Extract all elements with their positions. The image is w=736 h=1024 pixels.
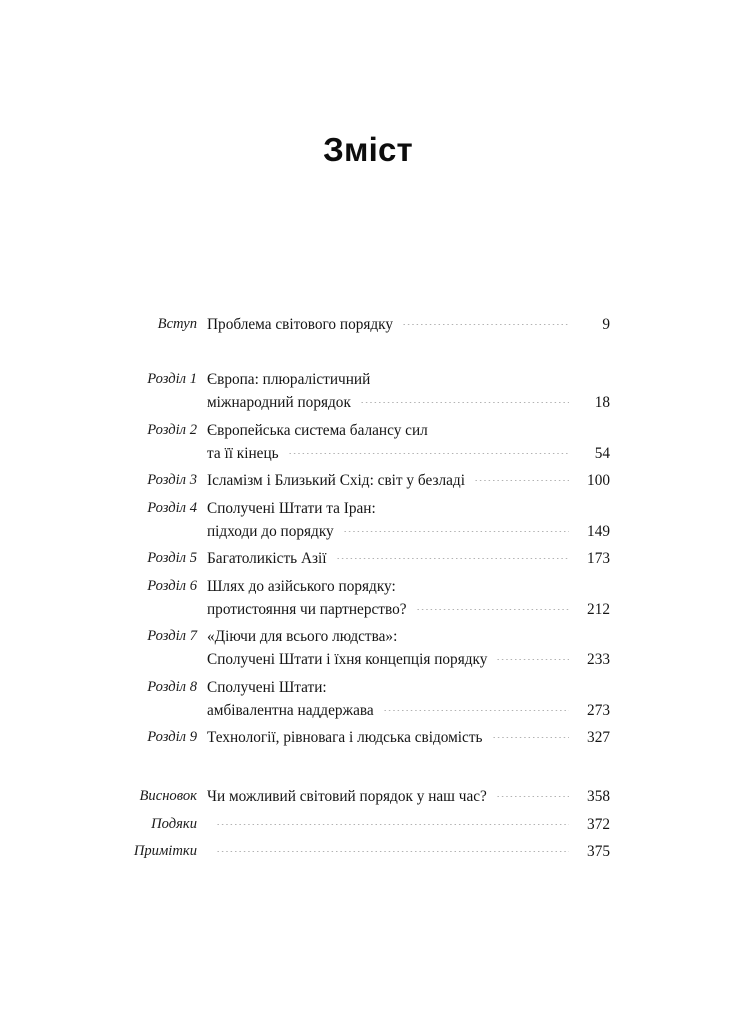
toc-entry-body xyxy=(197,313,610,336)
toc-entry-label: Висновок xyxy=(139,788,197,804)
toc-entry[interactable] xyxy=(128,726,610,749)
toc-entry-line xyxy=(207,391,610,414)
dot-leader xyxy=(288,453,569,454)
toc-entry-line xyxy=(207,442,610,465)
toc-entry[interactable] xyxy=(128,469,610,492)
toc-entry-title: міжнародний порядок xyxy=(207,394,351,411)
toc-entry-title: Європейська система балансу сил xyxy=(207,421,428,439)
toc-page-number: 327 xyxy=(587,729,610,746)
toc-page-number: 149 xyxy=(587,522,610,540)
toc-entry[interactable] xyxy=(128,840,610,863)
toc-entry-line xyxy=(207,575,610,598)
toc-entry-line xyxy=(207,598,610,621)
toc-entry-label: Розділ 8 xyxy=(147,678,197,695)
toc-entry-label: Розділ 5 xyxy=(147,550,197,566)
dot-leader xyxy=(496,796,569,797)
toc-entry-title: «Діючи для всього людства»: xyxy=(207,628,398,645)
toc-entry[interactable] xyxy=(128,419,610,465)
toc-entry-title: Сполучені Штати та Іран: xyxy=(207,499,376,517)
toc-entry-line xyxy=(207,676,610,699)
toc-page-number: 212 xyxy=(587,600,610,618)
toc-entry[interactable] xyxy=(128,813,610,836)
toc-entry[interactable] xyxy=(128,547,610,570)
toc-entry-body xyxy=(197,726,610,749)
toc-entry-body xyxy=(197,469,610,492)
dot-leader xyxy=(492,737,570,738)
dot-leader xyxy=(383,710,569,711)
toc-entry-body xyxy=(197,676,610,722)
toc-entry-title: Технології, рівновага і людська свідомість xyxy=(207,729,483,746)
toc-entry[interactable] xyxy=(128,313,610,336)
toc-entry-line xyxy=(207,813,610,836)
toc-entry-line xyxy=(207,547,610,570)
toc-entry-label: Розділ 2 xyxy=(147,421,197,438)
toc-entry[interactable] xyxy=(128,575,610,621)
dot-leader xyxy=(360,402,569,403)
toc-entry-title: підходи до порядку xyxy=(207,522,334,540)
dot-leader xyxy=(416,609,569,610)
toc-entry-label: Розділ 7 xyxy=(147,628,197,644)
toc-entry-body xyxy=(197,813,610,836)
toc-entry-label: Розділ 3 xyxy=(147,472,197,488)
toc-page-number: 100 xyxy=(587,472,610,489)
toc-entry-title: Ісламізм і Близький Схід: світ у безладі xyxy=(207,472,465,489)
toc-entry-body xyxy=(197,497,610,543)
toc-page-number: 372 xyxy=(587,815,610,833)
toc-page-number: 9 xyxy=(602,316,610,333)
toc-entry-title: та її кінець xyxy=(207,444,279,462)
toc-entry-title: Європа: плюралістичний xyxy=(207,371,371,388)
toc-page-number: 18 xyxy=(594,394,610,411)
table-of-contents xyxy=(128,313,610,863)
toc-page-number: 233 xyxy=(587,651,610,668)
dot-leader xyxy=(496,659,569,660)
toc-entry-line xyxy=(207,648,610,671)
toc-entry-line xyxy=(207,699,610,722)
toc-entry-line xyxy=(207,625,610,648)
toc-entry-title: амбівалентна наддержава xyxy=(207,701,374,719)
dot-leader xyxy=(474,480,569,481)
dot-leader xyxy=(216,824,569,825)
toc-entry-label: Розділ 6 xyxy=(147,577,197,594)
toc-entry-line xyxy=(207,726,610,749)
toc-entry[interactable] xyxy=(128,625,610,671)
toc-entry-body xyxy=(197,575,610,621)
toc-entry-body xyxy=(197,840,610,863)
toc-entry-label: Примітки xyxy=(133,843,197,859)
toc-entry-label: Розділ 1 xyxy=(147,371,197,387)
toc-entry-title: Шлях до азійського порядку: xyxy=(207,577,396,595)
toc-entry-title: протистояння чи партнерство? xyxy=(207,600,407,618)
toc-entry-body xyxy=(197,547,610,570)
toc-entry-title: Багатоликість Азії xyxy=(207,550,327,567)
dot-leader xyxy=(216,851,569,852)
toc-entry-title: Сполучені Штати і їхня концепція порядку xyxy=(207,651,488,668)
toc-page-number: 358 xyxy=(587,788,610,805)
page-title: Зміст xyxy=(323,131,413,168)
toc-entry-label: Подяки xyxy=(151,815,197,832)
toc-page-number: 173 xyxy=(587,550,610,567)
toc-entry-line xyxy=(207,785,610,808)
toc-entry[interactable] xyxy=(128,497,610,543)
toc-entry[interactable] xyxy=(128,368,610,414)
toc-entry-body xyxy=(197,625,610,671)
toc-entry-line xyxy=(207,313,610,336)
toc-entry-line xyxy=(207,469,610,492)
toc-entry-label: Вступ xyxy=(157,316,197,332)
toc-entry-body xyxy=(197,785,610,808)
toc-entry-line xyxy=(207,840,610,863)
dot-leader xyxy=(336,558,569,559)
dot-leader xyxy=(343,531,569,532)
dot-leader xyxy=(402,324,569,325)
toc-entry-line xyxy=(207,368,610,391)
toc-entry-line xyxy=(207,497,610,520)
toc-entry-body xyxy=(197,419,610,465)
toc-entry-title: Проблема світового порядку xyxy=(207,316,394,333)
toc-page-number: 54 xyxy=(594,444,610,462)
toc-entry-line xyxy=(207,520,610,543)
toc-entry[interactable] xyxy=(128,785,610,808)
toc-entry-body xyxy=(197,368,610,414)
toc-entry-label: Розділ 4 xyxy=(147,499,197,516)
toc-page-number: 375 xyxy=(587,843,610,860)
toc-entry-title: Чи можливий світовий порядок у наш час? xyxy=(207,788,487,805)
toc-entry-line xyxy=(207,419,610,442)
toc-entry-label: Розділ 9 xyxy=(147,729,197,745)
toc-page-number: 273 xyxy=(587,701,610,719)
toc-entry-title: Сполучені Штати: xyxy=(207,678,327,696)
toc-entry[interactable] xyxy=(128,676,610,722)
